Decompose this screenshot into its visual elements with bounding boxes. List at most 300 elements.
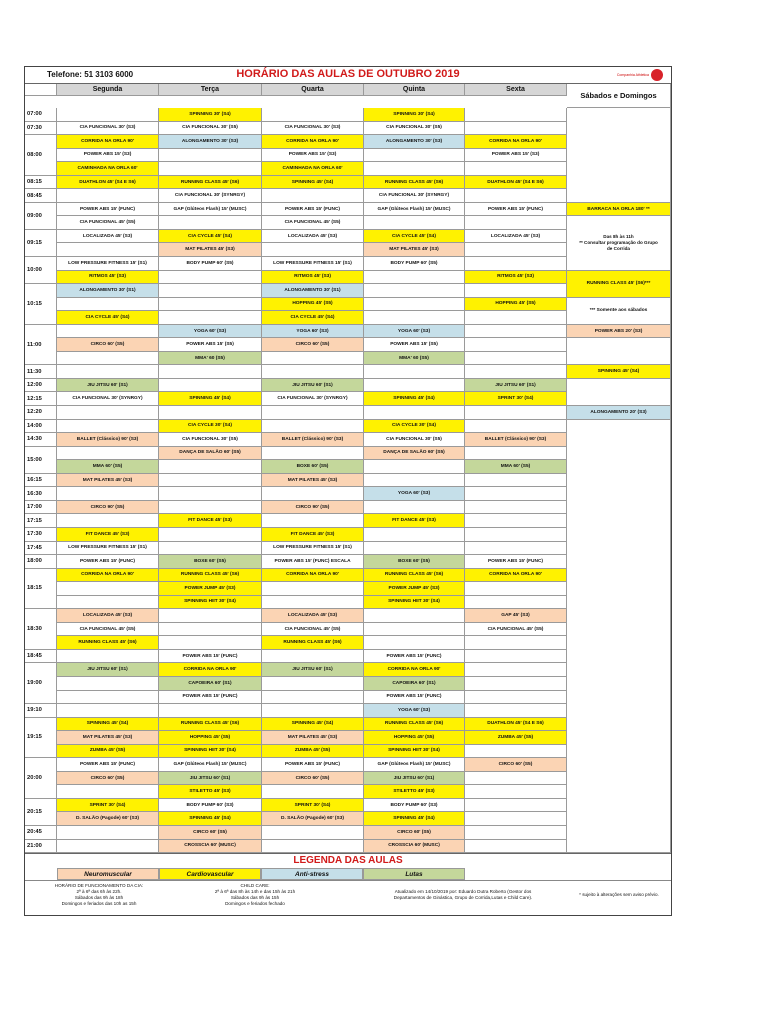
class-cell: YOGA 60' (S3)	[364, 704, 465, 718]
class-cell	[364, 365, 465, 379]
class-cell: POWER ABS 15' (S3)	[465, 149, 567, 163]
class-cell: BALLET (Clássico) 90' (S3)	[465, 433, 567, 447]
footer-note	[567, 892, 671, 898]
class-cell: CIA CYCLE 30' (S4)	[159, 420, 262, 434]
class-cell	[465, 122, 567, 136]
class-cell: CIA FUNCIONAL 45' (S5)	[57, 623, 159, 637]
column-header: Segunda	[57, 84, 159, 96]
time-slot: 17:00	[25, 501, 57, 515]
class-cell	[57, 785, 159, 799]
footer-line: Domingos e feriados fechado	[225, 901, 285, 907]
class-cell	[57, 487, 159, 501]
class-cell	[57, 365, 159, 379]
class-cell: CIA FUNCIONAL 30' (SYNRGY)	[364, 189, 465, 203]
class-cell	[262, 691, 364, 705]
class-cell: BOXE 60' (S5)	[159, 555, 262, 569]
schedule-header	[25, 67, 671, 84]
class-cell: RUNNING CLASS 45' (S6)	[364, 718, 465, 732]
time-slot: 15:00	[25, 447, 57, 474]
class-cell	[364, 406, 465, 420]
class-cell: ZUMBA 45' (S5)	[262, 745, 364, 759]
class-cell: SPINNING 45' (S4)	[159, 812, 262, 826]
class-cell: RUNNING CLASS 45' (S6)	[57, 636, 159, 650]
time-slot: 12:15	[25, 392, 57, 406]
class-cell	[465, 514, 567, 528]
class-cell: CIRCO 60' (S5)	[262, 772, 364, 786]
class-cell	[465, 162, 567, 176]
page-title: HORÁRIO DAS AULAS DE OUTUBRO 2019	[236, 68, 460, 80]
time-slot: 11:30	[25, 365, 57, 379]
class-cell	[57, 691, 159, 705]
footer-line: Atualizado em 14/10/2019 por: Eduardo Dutra Roberto (Gestor dos	[394, 889, 532, 895]
weekend-class-cell: *** Somente aos sábados	[567, 298, 671, 325]
class-cell: MMA' 60 (S5)	[364, 352, 465, 366]
time-slot: 07:00	[25, 108, 57, 122]
class-cell	[465, 447, 567, 461]
class-cell	[465, 365, 567, 379]
class-cell	[262, 704, 364, 718]
time-slot: 11:00	[25, 325, 57, 366]
class-cell: HOPPING 45' (S5)	[262, 298, 364, 312]
class-cell	[262, 785, 364, 799]
class-cell: LOW PRESSURE FITNESS 15' (S1)	[57, 257, 159, 271]
class-cell	[262, 420, 364, 434]
class-cell	[364, 284, 465, 298]
time-slot: 20:15	[25, 799, 57, 826]
class-cell: MAT PILATES 45' (S3)	[364, 243, 465, 257]
class-cell: D. SALÃO (Pagode) 60' (S3)	[262, 812, 364, 826]
time-slot: 18:15	[25, 569, 57, 610]
class-cell	[159, 271, 262, 285]
class-cell: CIA FUNCIONAL 30' (SYNRGY)	[159, 189, 262, 203]
class-cell: CIA FUNCIONAL 30' (S5)	[364, 122, 465, 136]
class-cell: CIRCO 60' (S5)	[57, 772, 159, 786]
class-cell: POWER JUMP 45' (S3)	[159, 582, 262, 596]
class-cell	[262, 514, 364, 528]
class-cell: POWER ABS 15' (S3)	[262, 149, 364, 163]
class-cell: CIA FUNCIONAL 30' (S5)	[364, 433, 465, 447]
time-slot: 09:15	[25, 230, 57, 257]
column-header: Quarta	[262, 84, 364, 96]
class-cell	[262, 365, 364, 379]
class-cell	[262, 487, 364, 501]
class-cell: POWER ABS 15' (FUNC)	[57, 203, 159, 217]
time-slot: 16:30	[25, 487, 57, 501]
class-cell: MMA 60' (S5)	[57, 460, 159, 474]
class-cell	[57, 704, 159, 718]
class-cell	[364, 271, 465, 285]
weekend-class-cell: POWER ABS 20' (S3)	[567, 325, 671, 339]
class-cell	[364, 528, 465, 542]
class-cell	[465, 420, 567, 434]
class-cell	[465, 582, 567, 596]
time-slot: 09:00	[25, 203, 57, 230]
class-cell: JIU JITSU 60' (S1)	[262, 663, 364, 677]
class-cell	[262, 108, 364, 122]
time-slot: 10:15	[25, 284, 57, 325]
class-cell	[57, 447, 159, 461]
time-slot: 18:30	[25, 609, 57, 650]
class-cell: CORRIDA NA ORLA 90'	[465, 569, 567, 583]
class-cell: LOCALIZADA 45' (S3)	[465, 230, 567, 244]
class-cell	[57, 108, 159, 122]
class-cell	[364, 623, 465, 637]
class-cell: CIRCO 60' (S5)	[159, 826, 262, 840]
class-cell: DUATHLON 45' (S4 E S6)	[465, 176, 567, 190]
class-cell: GAP 45' (S3)	[465, 609, 567, 623]
footer-line: HORÁRIO DE FUNCIONAMENTO DA CIA:	[54, 883, 144, 889]
class-cell	[465, 745, 567, 759]
class-cell	[159, 704, 262, 718]
class-cell: POWER ABS 15' (FUNC)	[364, 650, 465, 664]
class-cell	[159, 487, 262, 501]
class-cell	[57, 582, 159, 596]
class-cell	[57, 243, 159, 257]
class-cell: FIT DANCE 45' (S3)	[262, 528, 364, 542]
class-cell: YOGA 60' (S3)	[364, 325, 465, 339]
class-cell	[364, 460, 465, 474]
time-slot: 08:45	[25, 189, 57, 203]
class-cell: FIT DANCE 45' (S3)	[57, 528, 159, 542]
footer	[25, 880, 671, 915]
class-cell	[465, 677, 567, 691]
column-header: Sexta	[465, 84, 567, 96]
class-cell	[465, 812, 567, 826]
class-cell	[262, 582, 364, 596]
class-cell: LOW PRESSURE FITNESS 15' (S1)	[262, 542, 364, 556]
class-cell: SPRINT 30' (S4)	[262, 799, 364, 813]
class-cell	[159, 460, 262, 474]
class-cell	[364, 298, 465, 312]
class-cell: SPINNING 30' (S4)	[364, 108, 465, 122]
class-cell	[465, 650, 567, 664]
class-cell: CAPOEIRA 60' (S1)	[159, 677, 262, 691]
class-cell	[465, 189, 567, 203]
class-cell	[57, 650, 159, 664]
class-cell	[57, 514, 159, 528]
schedule-grid	[25, 84, 671, 853]
class-cell: CORRIDA NA ORLA 90'	[465, 135, 567, 149]
class-cell	[159, 149, 262, 163]
class-cell	[364, 379, 465, 393]
legend-item: Anti-stress	[261, 868, 363, 880]
class-cell: CIA FUNCIONAL 30' (SYNRGY)	[57, 392, 159, 406]
class-cell	[465, 542, 567, 556]
class-cell	[57, 352, 159, 366]
class-cell	[465, 352, 567, 366]
class-cell: CORRIDA NA ORLA 90'	[57, 135, 159, 149]
class-cell	[465, 216, 567, 230]
class-cell: SPINNING 45' (S4)	[364, 392, 465, 406]
logo-icon	[651, 69, 663, 81]
schedule-sheet	[24, 66, 672, 916]
class-cell	[465, 474, 567, 488]
class-cell: SPINNING HIIT 30' (S4)	[159, 745, 262, 759]
class-cell	[57, 189, 159, 203]
class-cell: POWER ABS 15' (FUNC)	[57, 555, 159, 569]
class-cell: CORRIDA NA ORLA 90'	[364, 663, 465, 677]
weekend-info-line: de Corrida	[607, 245, 630, 251]
class-cell: BODY PUMP 60' (S3)	[159, 799, 262, 813]
class-cell: CIRCO 90' (S5)	[262, 501, 364, 515]
class-cell	[364, 542, 465, 556]
class-cell: ALONGAMENTO 30' (S3)	[159, 135, 262, 149]
time-slot: 10:00	[25, 257, 57, 284]
class-cell: CIRCO 60' (S5)	[465, 758, 567, 772]
class-cell: BOXE 60' (S5)	[262, 460, 364, 474]
class-cell: SPINNING HIIT 30' (S4)	[364, 745, 465, 759]
class-cell: CAMINHADA NA ORLA 60'	[57, 162, 159, 176]
class-cell	[57, 325, 159, 339]
class-cell	[364, 216, 465, 230]
class-cell	[262, 406, 364, 420]
weekend-class-cell	[567, 108, 671, 203]
class-cell	[159, 284, 262, 298]
class-cell	[159, 298, 262, 312]
class-cell	[465, 243, 567, 257]
class-cell: CORRIDA NA ORLA 90'	[262, 569, 364, 583]
class-cell: YOGA 60' (S3)	[262, 325, 364, 339]
class-cell: DANÇA DE SALÃO 60' (S5)	[159, 447, 262, 461]
class-cell: STILETTO 45' (S3)	[159, 785, 262, 799]
time-slot: 17:15	[25, 514, 57, 528]
weekend-info-line: Das 8h às 11h	[603, 233, 634, 239]
class-cell: BOXE 60' (S5)	[364, 555, 465, 569]
class-cell	[465, 284, 567, 298]
class-cell	[364, 311, 465, 325]
legend-item: Cardiovascular	[159, 868, 261, 880]
class-cell: CAMINHADA NA ORLA 60'	[262, 162, 364, 176]
class-cell: CIA FUNCIONAL 45' (S5)	[262, 623, 364, 637]
class-cell: JIU JITSU 60' (S1)	[262, 379, 364, 393]
class-cell: RUNNING CLASS 45' (S6)	[159, 176, 262, 190]
class-cell	[159, 609, 262, 623]
class-cell	[159, 379, 262, 393]
time-slot: 17:45	[25, 542, 57, 556]
class-cell	[465, 691, 567, 705]
class-cell: ZUMBA 45' (S5)	[57, 745, 159, 759]
class-cell: CROSSCIA 60' (MUSC)	[364, 840, 465, 854]
weekend-class-cell	[567, 338, 671, 365]
class-cell	[57, 596, 159, 610]
class-cell: JIU JITSU 60' (S1)	[159, 772, 262, 786]
class-cell	[57, 298, 159, 312]
footer-line: Sábados das 9h às 18h	[74, 895, 124, 901]
footer-opening-hours	[29, 883, 169, 907]
class-cell	[465, 487, 567, 501]
class-cell: BODY PUMP 60' (S3)	[364, 799, 465, 813]
class-cell: CORRIDA NA ORLA 90'	[262, 135, 364, 149]
class-cell	[159, 311, 262, 325]
class-cell: CIA CYCLE 45' (S4)	[364, 230, 465, 244]
class-cell	[364, 501, 465, 515]
time-slot: 14:30	[25, 433, 57, 447]
class-cell: POWER ABS 15' (FUNC)	[465, 555, 567, 569]
class-cell: LOW PRESSURE FITNESS 15' (S1)	[57, 542, 159, 556]
class-cell	[465, 785, 567, 799]
class-cell: POWER ABS 15' (S5)	[159, 338, 262, 352]
class-cell: CORRIDA NA ORLA 90'	[159, 663, 262, 677]
time-slot: 08:15	[25, 176, 57, 190]
class-cell	[465, 840, 567, 854]
class-cell: POWER ABS 15' (FUNC)	[159, 691, 262, 705]
class-cell	[465, 663, 567, 677]
class-cell: CIA FUNCIONAL 45' (S5)	[262, 216, 364, 230]
footer-line: Departamentos de Ginástica, Grupo de Corrida,Lutas e Child Care).	[393, 895, 533, 901]
weekend-class-cell	[567, 420, 671, 854]
class-cell	[465, 528, 567, 542]
class-cell: POWER ABS 15' (FUNC)	[262, 758, 364, 772]
class-cell	[262, 650, 364, 664]
class-cell: CIA FUNCIONAL 45' (S5)	[57, 216, 159, 230]
class-cell: FIT DANCE 45' (S3)	[364, 514, 465, 528]
footer-child-care	[185, 883, 325, 907]
weekend-info	[567, 216, 671, 270]
class-cell	[364, 609, 465, 623]
class-cell: STILETTO 45' (S3)	[364, 785, 465, 799]
class-cell: RUNNING CLASS 45' (S6)	[364, 176, 465, 190]
class-cell: JIU JITSU 60' (S1)	[465, 379, 567, 393]
class-cell	[57, 677, 159, 691]
class-cell: SPINNING 45' (S4)	[262, 176, 364, 190]
class-cell	[57, 420, 159, 434]
class-cell	[364, 149, 465, 163]
class-cell	[262, 189, 364, 203]
class-cell: MAT PILATES 45' (S3)	[57, 731, 159, 745]
class-cell	[262, 447, 364, 461]
weekend-class-cell: SPINNING 45' (S4)	[567, 365, 671, 379]
class-cell: POWER ABS 15' (FUNC)	[262, 203, 364, 217]
class-cell	[465, 338, 567, 352]
class-cell: POWER ABS 15' (FUNC)	[364, 691, 465, 705]
class-cell: RUNNING CLASS 45' (S6)	[262, 636, 364, 650]
legend-item: Neuromuscular	[57, 868, 159, 880]
footer-line: Domingos e feriados das 10h as 15h	[61, 901, 137, 907]
weekend-class-cell: RUNNING CLASS 45' (S6)***	[567, 271, 671, 298]
time-slot: 07:30	[25, 122, 57, 136]
class-cell: SPINNING HIIT 30' (S4)	[159, 596, 262, 610]
class-cell: POWER JUMP 45' (S3)	[364, 582, 465, 596]
class-cell: DUATHLON 45' (S4 E S6)	[57, 176, 159, 190]
weekend-class-cell: BARRACA NA ORLA 180' **	[567, 203, 671, 217]
company-logo	[617, 69, 663, 81]
class-cell: GAP (Glúteos Flash) 15' (MUSC)	[159, 203, 262, 217]
time-slot: 19:00	[25, 663, 57, 704]
class-cell: CIA CYCLE 30' (S4)	[364, 420, 465, 434]
class-cell: YOGA 60' (S3)	[159, 325, 262, 339]
class-cell: BODY PUMP 60' (S5)	[159, 257, 262, 271]
class-cell	[159, 216, 262, 230]
logo-text: Companhia Athletica	[616, 73, 649, 77]
class-cell	[159, 162, 262, 176]
class-cell: CIA FUNCIONAL 30' (S5)	[159, 433, 262, 447]
class-cell	[465, 325, 567, 339]
class-cell: POWER ABS 15' (FUNC) ESCALA	[262, 555, 364, 569]
class-cell	[262, 826, 364, 840]
class-cell: CIRCO 60' (S5)	[262, 338, 364, 352]
class-cell	[465, 108, 567, 122]
class-cell: POWER ABS 15' (S5)	[364, 338, 465, 352]
class-cell: DUATHLON 45' (S4 E S6)	[465, 718, 567, 732]
class-cell: MAT PILATES 45' (S3)	[262, 731, 364, 745]
class-cell: LOCALIZADA 45' (S3)	[262, 230, 364, 244]
weekend-info-line: ** Consultar programação do Grupo	[579, 239, 658, 245]
header-corner	[25, 84, 57, 96]
class-cell: POWER ABS 15' (FUNC)	[57, 758, 159, 772]
class-cell: RITMOS 45' (S3)	[57, 271, 159, 285]
class-cell	[465, 501, 567, 515]
class-cell: RITMOS 45' (S3)	[262, 271, 364, 285]
class-cell	[465, 772, 567, 786]
class-cell	[57, 826, 159, 840]
class-cell: ALONGAMENTO 30' (S3)	[364, 135, 465, 149]
weekend-class-cell: ALONGAMENTO 20' (S3)	[567, 406, 671, 420]
class-cell	[262, 596, 364, 610]
class-cell	[159, 365, 262, 379]
class-cell: LOCALIZADA 45' (S3)	[57, 230, 159, 244]
footer-line: * sujeito à alterações sem aviso prévio.	[579, 892, 659, 898]
class-cell: POWER ABS 15' (S3)	[57, 149, 159, 163]
class-cell: MAT PILATES 45' (S3)	[159, 243, 262, 257]
class-cell: SPRINT 30' (S4)	[57, 799, 159, 813]
class-cell: BALLET (Clássico) 90' (S3)	[57, 433, 159, 447]
class-cell	[159, 542, 262, 556]
class-cell	[262, 352, 364, 366]
class-cell: GAP (Glúteos Flash) 15' (MUSC)	[159, 758, 262, 772]
class-cell: BODY PUMP 60' (S5)	[364, 257, 465, 271]
legend-item: Lutas	[363, 868, 465, 880]
class-cell: POWER ABS 15' (FUNC)	[159, 650, 262, 664]
class-cell: RUNNING CLASS 45' (S6)	[364, 569, 465, 583]
time-slot: 21:00	[25, 840, 57, 854]
class-cell: SPINNING 30' (S4)	[159, 108, 262, 122]
class-cell	[465, 311, 567, 325]
class-cell: CIA FUNCIONAL 30' (S3)	[262, 122, 364, 136]
legend	[25, 853, 671, 880]
class-cell	[159, 528, 262, 542]
class-cell: LOCALIZADA 45' (S3)	[262, 609, 364, 623]
time-slot: 18:00	[25, 555, 57, 569]
class-cell: CIA FUNCIONAL 30' (S3)	[57, 122, 159, 136]
footer-line: CHILD CARE:	[240, 883, 270, 889]
class-cell	[159, 501, 262, 515]
time-slot: 12:00	[25, 379, 57, 393]
class-cell	[262, 677, 364, 691]
class-cell: MAT PILATES 45' (S3)	[57, 474, 159, 488]
class-cell: YOGA 60' (S3)	[364, 487, 465, 501]
legend-title: LEGENDA DAS AULAS	[293, 855, 403, 867]
class-cell: FIT DANCE 45' (S3)	[159, 514, 262, 528]
class-cell: SPINNING 45' (S4)	[262, 718, 364, 732]
class-cell	[465, 826, 567, 840]
class-cell: CIA FUNCIONAL 45' (S5)	[465, 623, 567, 637]
class-cell: BALLET (Clássico) 90' (S3)	[262, 433, 364, 447]
class-cell: JIU JITSU 60' (S1)	[364, 772, 465, 786]
weekend-class-cell	[567, 379, 671, 406]
time-slot: 16:15	[25, 474, 57, 488]
class-cell	[465, 799, 567, 813]
class-cell: HOPPING 45' (S5)	[159, 731, 262, 745]
class-cell: CIA CYCLE 45' (S4)	[57, 311, 159, 325]
footer-updated	[363, 889, 563, 901]
class-cell: SPINNING 45' (S4)	[159, 392, 262, 406]
class-cell: GAP (Glúteos Flash) 15' (MUSC)	[364, 203, 465, 217]
class-cell: RUNNING CLASS 45' (S6)	[159, 718, 262, 732]
class-cell	[465, 406, 567, 420]
time-slot: 17:30	[25, 528, 57, 542]
class-cell: ALONGAMENTO 30' (S1)	[262, 284, 364, 298]
class-cell: SPINNING 45' (S4)	[364, 812, 465, 826]
